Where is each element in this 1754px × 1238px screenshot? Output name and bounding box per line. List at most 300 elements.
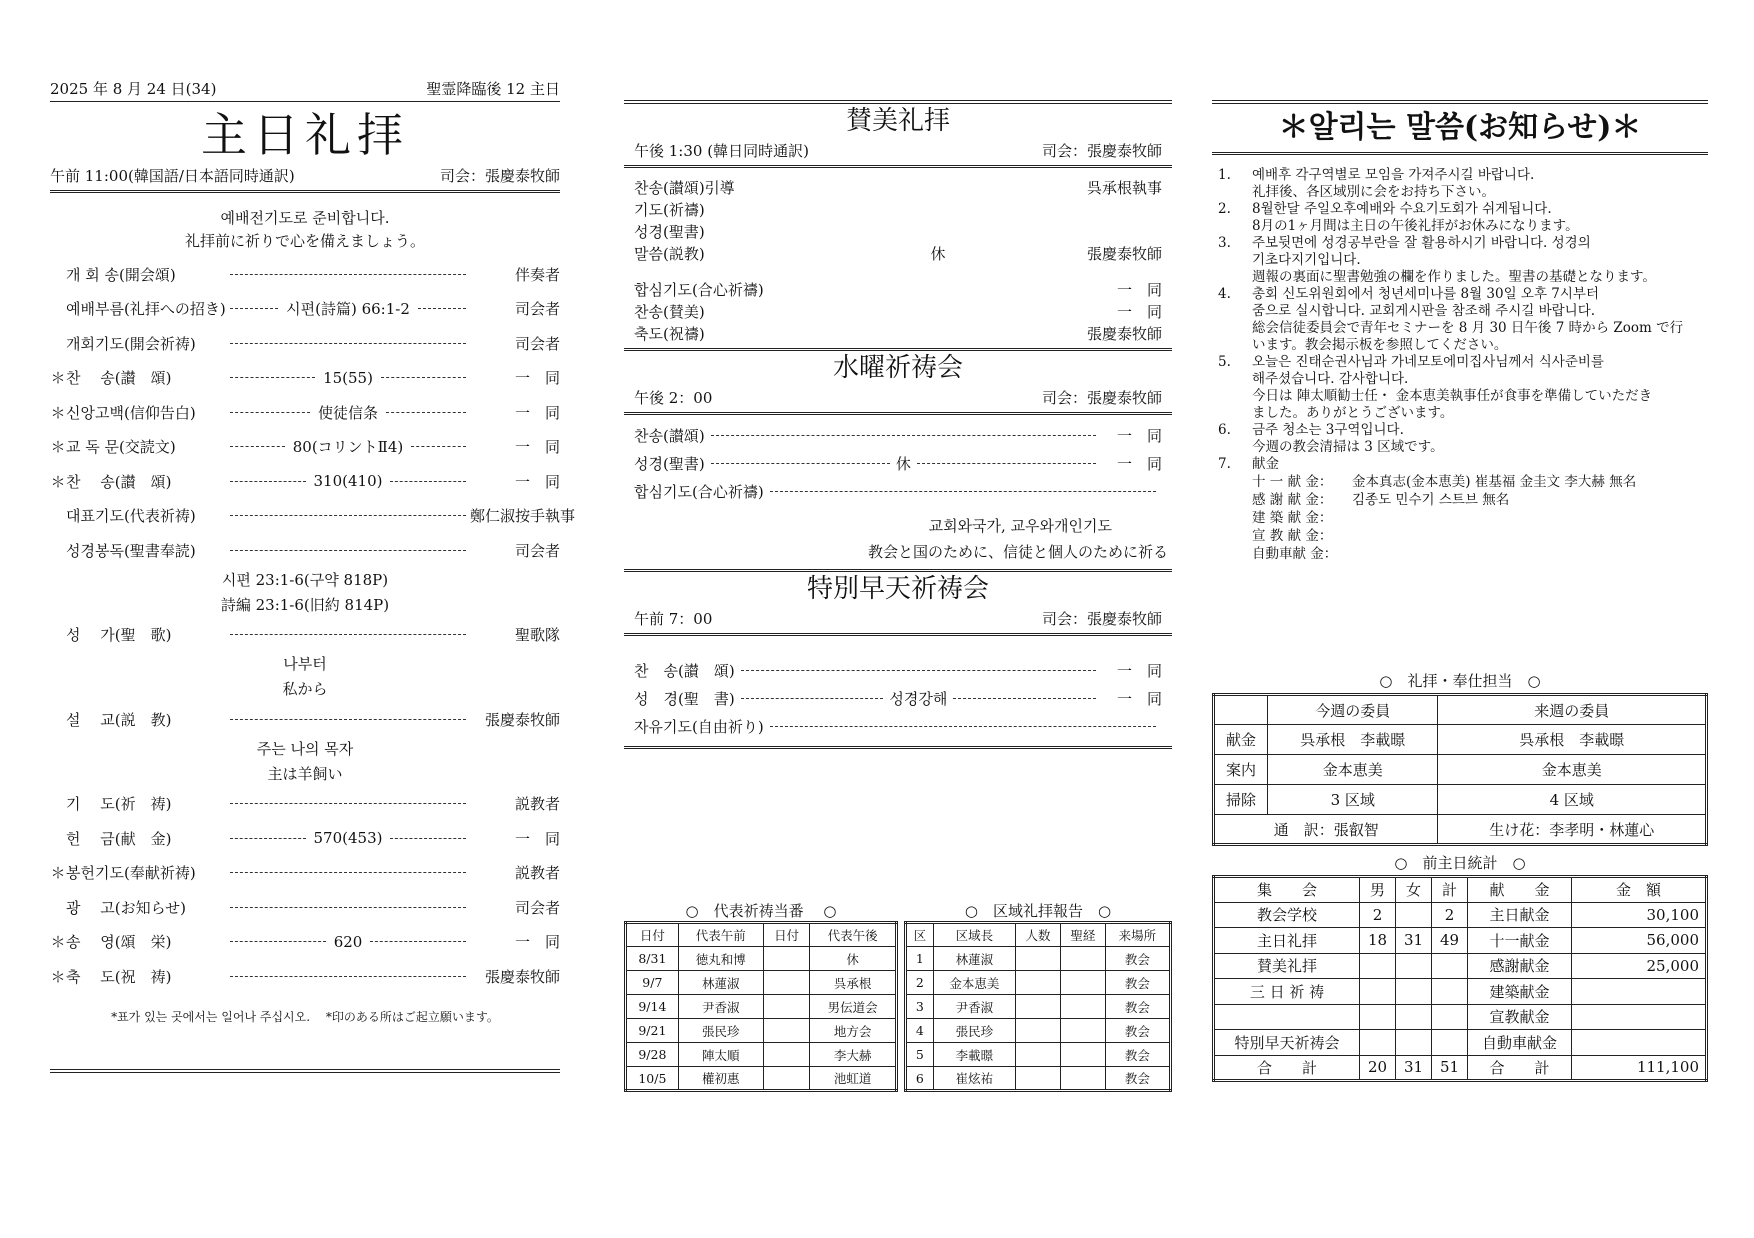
notices-title: ＊알리는 말씀(お知らせ)＊ <box>1212 100 1708 155</box>
program-label: 찬송(讃頌) <box>634 426 705 445</box>
table-cell: 4 区域 <box>1438 785 1707 815</box>
table-cell: 2 <box>1432 902 1468 928</box>
table-cell <box>1432 979 1468 1005</box>
notice-line: 礼拝後、各区域別に会をお持ち下さい。 <box>1252 184 1495 200</box>
order-leader: 説教者 <box>514 795 560 814</box>
table-cell: 張民珍 <box>678 1019 763 1043</box>
sunday-service-column <box>50 78 576 1073</box>
table-cell: 尹香淑 <box>678 995 763 1019</box>
leader-dots <box>226 550 470 551</box>
order-label: 예배부름(礼拝への招き) <box>66 300 226 319</box>
column-header: 金 額 <box>1572 877 1707 903</box>
notice-line: 오늘은 진태순권사님과 가네모토에미집사님께서 식사준비를 <box>1252 354 1604 370</box>
dash-line <box>230 634 466 635</box>
order-row <box>50 464 560 499</box>
sermon-title-jp: 主は羊飼い <box>267 764 343 783</box>
praise-info <box>624 138 1172 168</box>
prep-prayer-note <box>50 207 560 253</box>
column-header: 日付 <box>626 923 679 947</box>
table-cell: 宣教献金 <box>1468 1004 1572 1030</box>
table-cell: 合 計 <box>1468 1055 1572 1081</box>
table-cell: 教会 <box>1105 1043 1170 1067</box>
leader-dots <box>226 298 470 319</box>
notices-list <box>1212 167 1708 473</box>
table-cell: 合 計 <box>1214 1055 1360 1081</box>
order-detail: 310(410) <box>313 472 383 491</box>
table-cell: 地方会 <box>810 1019 897 1043</box>
table-cell: 尹香淑 <box>933 995 1015 1019</box>
table-cell <box>1016 971 1061 995</box>
leader-dots <box>226 436 470 457</box>
table-cell: 三 日 祈 祷 <box>1214 979 1360 1005</box>
program-row <box>624 449 1172 477</box>
dash-line <box>230 872 466 873</box>
notice-item <box>1218 235 1708 286</box>
dash-line <box>411 446 466 447</box>
table-cell: 献金 <box>1214 725 1268 755</box>
offering-label: 自動車献 金： <box>1252 546 1338 562</box>
dawn-time: 午前 7：00 <box>634 610 713 628</box>
program-leader: 一 同 <box>1116 661 1162 680</box>
dash-line <box>230 274 466 275</box>
program-leader: 一 同 <box>1117 454 1163 473</box>
order-label: 봉헌기도(奉献祈祷) <box>66 864 196 883</box>
program-label: 성경(聖書) <box>634 454 705 473</box>
offering-row <box>1252 491 1708 509</box>
program-row <box>624 322 1172 344</box>
order-leader: 一 同 <box>514 369 560 388</box>
sermon-row <box>50 702 560 737</box>
dash-line <box>370 941 466 942</box>
dawn-info <box>624 606 1172 636</box>
order-detail: 使徒信条 <box>318 403 379 422</box>
table-cell <box>1432 1004 1468 1030</box>
table-row <box>1214 928 1707 954</box>
order-leader: 聖歌隊 <box>514 626 560 645</box>
order-label: 교 독 문(交読文) <box>66 438 176 457</box>
table-cell: 1 <box>906 947 934 971</box>
offering-label: 建 築 献 金： <box>1252 510 1333 526</box>
table-cell: 31 <box>1396 928 1432 954</box>
dash-line <box>230 446 285 447</box>
program-leader: 一 同 <box>1116 302 1162 321</box>
order-leader: 伴奏者 <box>514 265 560 284</box>
table-row <box>1214 755 1707 785</box>
dash-line <box>230 481 306 482</box>
notice-line: ました。ありがとうございます。 <box>1252 405 1454 421</box>
leader-dots <box>226 274 470 275</box>
table-cell <box>1396 902 1432 928</box>
program-leader: 一 同 <box>1116 689 1162 708</box>
leader-dots <box>226 515 470 516</box>
leader-dots <box>226 343 470 344</box>
order-label: 광 고(お知らせ) <box>66 898 187 917</box>
table-cell: 李大赫 <box>810 1043 897 1067</box>
presider: 司会：張慶泰牧師 <box>439 167 560 185</box>
table-cell: 9/21 <box>626 1019 679 1043</box>
choir-title-ko: 나부터 <box>283 655 327 673</box>
order-label: 대표기도(代表祈祷) <box>66 507 196 526</box>
order-leader: 司会者 <box>514 334 560 353</box>
program-label: 기도(祈禱) <box>634 200 705 219</box>
notice-item <box>1218 201 1708 235</box>
dash-line <box>230 308 278 309</box>
notice-number: 7. <box>1218 456 1231 472</box>
table-cell: 教会 <box>1105 947 1170 971</box>
table-cell: 感謝献金 <box>1468 953 1572 979</box>
notice-line: 献金 <box>1252 456 1279 472</box>
order-leader: 司会者 <box>514 541 560 560</box>
leader-dots <box>226 472 470 490</box>
column-header: 日付 <box>763 923 809 947</box>
table-cell <box>1016 1043 1061 1067</box>
table-cell: 建築献金 <box>1468 979 1572 1005</box>
notice-item <box>1218 456 1708 473</box>
leader-dots <box>226 976 470 977</box>
table-cell: 林蓮淑 <box>678 971 763 995</box>
order-row <box>50 787 560 822</box>
program-detail: 休 <box>930 244 946 263</box>
service-duty-wrap <box>1212 670 1708 846</box>
notice-item <box>1218 167 1708 201</box>
table-cell: 2 <box>1360 902 1396 928</box>
praise-section <box>624 100 1172 351</box>
wednesday-title: 水曜祈祷会 <box>832 353 963 383</box>
table-header-row <box>1214 695 1707 725</box>
table-cell <box>1016 947 1061 971</box>
table-cell: 自動車献金 <box>1468 1030 1572 1056</box>
table-row <box>1214 785 1707 815</box>
program-detail: 성경강해 <box>889 689 948 708</box>
table-cell: 主日献金 <box>1468 902 1572 928</box>
notice-body <box>1252 235 1708 286</box>
notice-line: 주보뒷면에 성경공부란을 잘 활용하시기 바랍니다. 성경의 <box>1252 235 1591 251</box>
duty-table-wrap <box>624 900 898 1092</box>
program-leader: 一 同 <box>1116 426 1162 445</box>
program-label: 찬송(讃頌)引導 <box>634 178 735 197</box>
table-cell <box>1572 1030 1707 1056</box>
offering-list <box>1212 473 1708 563</box>
table-row <box>626 1067 897 1091</box>
wednesday-topic-ko: 교회와국가, 교우와개인기도 <box>928 517 1112 535</box>
program-detail: 休 <box>895 454 911 473</box>
stand-mark: ＊ <box>50 967 66 986</box>
notice-line: 総会信徒委員会で青年セミナーを 8 月 30 日午後 7 時から Zoom で行 <box>1252 320 1684 336</box>
table-cell: 5 <box>906 1043 934 1067</box>
program-row <box>624 198 1172 220</box>
dash-line <box>230 838 306 839</box>
page-title: 主日礼拝 <box>201 108 409 162</box>
table-cell: 池虹道 <box>810 1067 897 1091</box>
order-detail: 620 <box>333 932 363 951</box>
offering-row <box>1252 509 1708 527</box>
order-row <box>50 618 560 653</box>
offering-row <box>1252 473 1708 491</box>
table-cell <box>1432 953 1468 979</box>
notice-item <box>1218 422 1708 456</box>
order-label: 찬 송(讃 頌) <box>66 369 172 388</box>
dash-line <box>386 412 466 413</box>
other-services-column <box>624 100 1172 1086</box>
program-label: 축도(祝禱) <box>634 324 705 343</box>
table-cell: 徳丸和博 <box>678 947 763 971</box>
order-row <box>50 959 560 994</box>
leader-dots <box>226 803 470 804</box>
table-cell <box>1572 979 1707 1005</box>
order-label: 기 도(祈 祷) <box>66 795 172 814</box>
table-cell <box>1016 1067 1061 1091</box>
offering-label: 宣 教 献 金： <box>1252 528 1333 544</box>
offering-names: 김종도 민수기 스트브 無名 <box>1352 492 1510 508</box>
table-row <box>906 1067 1171 1091</box>
order-label: 성경봉독(聖書奉読) <box>66 541 196 560</box>
table-cell <box>1572 1004 1707 1030</box>
service-info <box>50 162 560 193</box>
table-cell <box>1016 995 1061 1019</box>
service-time: 午前 11:00(韓国語/日本語同時通訳) <box>50 167 295 185</box>
dash-line <box>230 719 466 720</box>
order-label: 축 도(祝 祷) <box>66 967 172 986</box>
wednesday-time: 午後 2：00 <box>634 389 713 407</box>
bulletin-header <box>50 78 560 102</box>
dash-line <box>770 491 1156 492</box>
order-label: 성 가(聖 歌) <box>66 626 172 645</box>
table-cell: 111,100 <box>1572 1055 1707 1081</box>
order-detail: 15(55) <box>323 368 373 387</box>
table-cell: 呉承根 李載暻 <box>1438 725 1707 755</box>
standing-footnote: *표가 있는 곳에서는 일어나 주십시오. *印のある所はご起立願います。 <box>111 1009 499 1024</box>
table-cell: 林蓮淑 <box>933 947 1015 971</box>
table-row <box>906 971 1171 995</box>
order-row <box>50 326 560 361</box>
table-cell: 張民珍 <box>933 1019 1015 1043</box>
table-cell: 2 <box>906 971 934 995</box>
dash-line <box>917 463 1096 464</box>
table-cell: 9/28 <box>626 1043 679 1067</box>
district-table <box>904 921 1172 1092</box>
stand-mark: ＊ <box>50 864 66 883</box>
order-row <box>50 925 560 960</box>
table-row <box>1214 1004 1707 1030</box>
order-label: 설 교(説 教) <box>66 710 172 729</box>
notice-body <box>1252 201 1708 235</box>
leader-dots <box>226 933 470 951</box>
program-label: 성경(聖書) <box>634 222 705 241</box>
table-cell: 案内 <box>1214 755 1268 785</box>
dash-line <box>230 803 466 804</box>
offering-row <box>1252 545 1708 563</box>
table-cell: 主日礼拝 <box>1214 928 1360 954</box>
table-cell: 呉承根 <box>810 971 897 995</box>
table-cell: 51 <box>1432 1055 1468 1081</box>
notice-number: 6. <box>1218 422 1231 438</box>
interpreter-cell: 通 訳：張叡智 <box>1214 815 1438 845</box>
order-row <box>50 890 560 925</box>
table-cell: 8/31 <box>626 947 679 971</box>
order-detail: 시편(詩篇) 66:1-2 <box>286 300 410 319</box>
stand-mark: ＊ <box>50 933 66 952</box>
notice-number: 3. <box>1218 235 1231 251</box>
order-label: 찬 송(讃 頌) <box>66 472 172 491</box>
order-row <box>50 257 560 292</box>
program-label: 찬송(賛美) <box>634 302 705 321</box>
table-row <box>1214 725 1707 755</box>
program-label: 합심기도(合心祈禱) <box>634 280 764 299</box>
stand-mark: ＊ <box>50 472 66 491</box>
column-header: 聖経 <box>1060 923 1105 947</box>
program-leader: 呉承根執事 <box>1086 178 1162 197</box>
order-row <box>50 533 560 568</box>
notice-body <box>1252 422 1708 456</box>
table-cell: 權初惠 <box>678 1067 763 1091</box>
dash-line <box>711 463 890 464</box>
notice-number: 5. <box>1218 354 1231 370</box>
column-header: 集 会 <box>1214 877 1360 903</box>
praise-presider: 司会：張慶泰牧師 <box>1041 142 1162 160</box>
column-header <box>1214 695 1268 725</box>
table-row <box>1214 902 1707 928</box>
table-cell <box>1396 953 1432 979</box>
prep-korean: 예배전기도로 준비합니다. <box>220 209 390 227</box>
table-row <box>906 947 1171 971</box>
dash-line <box>230 343 466 344</box>
column-header: 区域長 <box>933 923 1015 947</box>
table-cell: 崔炫祐 <box>933 1067 1015 1091</box>
table-cell: 教会 <box>1105 971 1170 995</box>
offering-label: 感 謝 献 金： <box>1252 492 1333 508</box>
praise-program-2 <box>624 278 1172 344</box>
order-leader: 一 同 <box>514 438 560 457</box>
program-row <box>624 278 1172 300</box>
table-cell: 56,000 <box>1572 928 1707 954</box>
column-header: 男 <box>1360 877 1396 903</box>
table-cell <box>1060 1019 1105 1043</box>
leader-dots <box>226 369 470 387</box>
table-cell: 6 <box>906 1067 934 1091</box>
notice-item <box>1218 354 1708 422</box>
leader-dots <box>226 634 470 635</box>
table-cell <box>763 1043 809 1067</box>
program-row <box>624 242 1172 264</box>
column-header: 代表午後 <box>810 923 897 947</box>
notice-number: 4. <box>1218 286 1231 302</box>
notice-line: います。教会掲示板を参照してください。 <box>1252 337 1508 353</box>
order-leader: 説教者 <box>514 864 560 883</box>
table-row <box>626 995 897 1019</box>
order-row <box>50 702 560 737</box>
notice-item <box>1218 286 1708 354</box>
table-cell: 掃除 <box>1214 785 1268 815</box>
column-header: 計 <box>1432 877 1468 903</box>
table-cell: 李載暻 <box>933 1043 1015 1067</box>
leader-dots <box>226 719 470 720</box>
bulletin-date: 2025 年 8 月 24 日(34) <box>50 80 217 98</box>
wednesday-program <box>624 415 1172 505</box>
table-header-row <box>1214 877 1707 903</box>
service-duty-caption: ○ 礼拝・奉仕担当 ○ <box>1379 672 1541 690</box>
table-cell: 休 <box>810 947 897 971</box>
notice-line: 줌으로 실시합니다. 교회게시판을 참조해 주시길 바랍니다. <box>1252 303 1596 319</box>
table-cell <box>1396 1030 1432 1056</box>
table-row <box>906 1019 1171 1043</box>
dash-line <box>390 481 466 482</box>
table-row <box>906 995 1171 1019</box>
offering-names: 金本真志(金本恵美) 崔基福 金圭文 李大赫 無名 <box>1352 474 1637 490</box>
dawn-title: 特別早天祈祷会 <box>806 574 989 604</box>
notice-line: 今日は 陣太順勧士任・ 金本恵美執事任が食事を準備していただき <box>1252 388 1653 404</box>
table-cell: 陣太順 <box>678 1043 763 1067</box>
choir-title-jp: 私から <box>282 680 328 698</box>
dash-line <box>741 698 884 699</box>
notices-column <box>1212 100 1708 1077</box>
table-cell <box>1016 1019 1061 1043</box>
table-cell <box>1060 1067 1105 1091</box>
order-leader: 一 同 <box>514 933 560 952</box>
dash-line <box>230 907 466 908</box>
stats-caption: ○ 前主日統計 ○ <box>1394 854 1526 872</box>
order-leader: 司会者 <box>514 898 560 917</box>
table-cell: 31 <box>1396 1055 1432 1081</box>
dash-line <box>381 377 466 378</box>
dash-line <box>230 412 310 413</box>
notice-line: 예배후 각구역별로 모임을 가져주시길 바랍니다. <box>1252 167 1535 183</box>
table-cell: 十一献金 <box>1468 928 1572 954</box>
program-label: 성 경(聖 書) <box>634 689 735 708</box>
table-cell <box>1060 947 1105 971</box>
dawn-section <box>624 572 1172 749</box>
notice-line: 해주셨습니다. 감사합니다. <box>1252 371 1409 387</box>
table-cell <box>763 1019 809 1043</box>
table-cell: 49 <box>1432 928 1468 954</box>
stand-mark: ＊ <box>50 438 66 457</box>
table-row <box>1214 953 1707 979</box>
column-header: 来週の委員 <box>1438 695 1707 725</box>
table-cell: 金本恵美 <box>1438 755 1707 785</box>
order-label: 개 회 송(開会頌) <box>66 265 176 284</box>
table-cell <box>1360 953 1396 979</box>
column-header: 女 <box>1396 877 1432 903</box>
table-cell: 特別早天祈祷会 <box>1214 1030 1360 1056</box>
table-cell <box>1360 979 1396 1005</box>
table-row <box>626 947 897 971</box>
notice-line: 今週の教会清掃は 3 区域です。 <box>1252 439 1444 455</box>
scripture-jp: 詩編 23:1-6(旧約 814P) <box>220 595 390 614</box>
table-cell <box>763 971 809 995</box>
table-row <box>626 1043 897 1067</box>
notice-line: 금주 청소는 3구역입니다. <box>1252 422 1404 438</box>
program-leader: 張慶泰牧師 <box>1086 244 1162 263</box>
table-row <box>626 1019 897 1043</box>
dash-line <box>230 976 466 977</box>
dash-line <box>770 726 1156 727</box>
order-of-worship-part1 <box>50 257 576 568</box>
leader-dots <box>226 872 470 873</box>
leader-dots <box>226 829 470 847</box>
table-header-row <box>906 923 1171 947</box>
notice-line: 기초다지기입니다. <box>1252 252 1361 268</box>
table-cell: 3 区域 <box>1268 785 1438 815</box>
table-cell <box>1360 1004 1396 1030</box>
order-leader: 張慶泰牧師 <box>484 710 560 729</box>
table-cell: 9/14 <box>626 995 679 1019</box>
table-header-row <box>626 923 897 947</box>
district-table-wrap <box>904 900 1172 1092</box>
program-row <box>624 300 1172 322</box>
choir-row <box>50 618 560 653</box>
order-label: 개회기도(開会祈祷) <box>66 334 196 353</box>
order-leader: 一 同 <box>514 829 560 848</box>
wednesday-presider: 司会：張慶泰牧師 <box>1041 389 1162 407</box>
